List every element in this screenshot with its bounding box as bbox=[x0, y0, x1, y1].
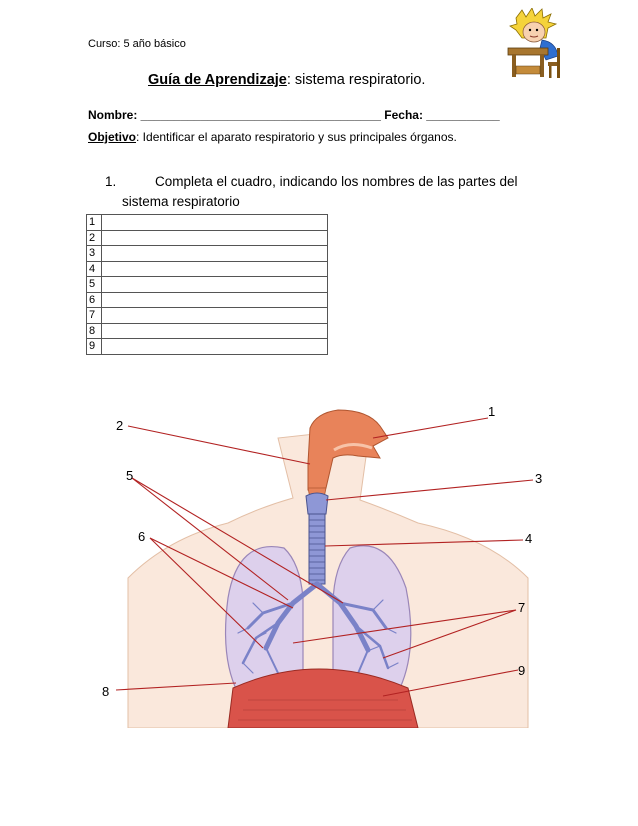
table-row bbox=[87, 215, 328, 231]
answer-cell[interactable] bbox=[102, 323, 328, 339]
table-row bbox=[87, 261, 328, 277]
diagram-label-4: 4 bbox=[525, 531, 533, 546]
objective-label: Objetivo bbox=[88, 130, 137, 144]
table-row bbox=[87, 230, 328, 246]
objective-line bbox=[88, 130, 457, 144]
table-row bbox=[87, 246, 328, 262]
row-number: 2 bbox=[87, 230, 102, 246]
answer-cell[interactable] bbox=[102, 308, 328, 324]
diagram-label-5: 5 bbox=[126, 468, 134, 483]
title-rest: : sistema respiratorio. bbox=[286, 72, 426, 88]
diagram-label-1: 1 bbox=[488, 404, 496, 419]
question-1 bbox=[105, 172, 535, 212]
row-number: 5 bbox=[87, 277, 102, 293]
title-bold: Guía de Aprendizaje bbox=[148, 72, 287, 88]
worksheet-title bbox=[148, 72, 425, 88]
row-number: 7 bbox=[87, 308, 102, 324]
answer-cell[interactable] bbox=[102, 277, 328, 293]
name-date-line: Nombre: ____________________________________ Fecha: ___________ bbox=[88, 108, 500, 122]
row-number: 9 bbox=[87, 339, 102, 355]
answer-cell[interactable] bbox=[102, 246, 328, 262]
student-at-desk-illustration bbox=[502, 8, 564, 82]
answer-cell[interactable] bbox=[102, 230, 328, 246]
larynx bbox=[306, 493, 328, 514]
diagram-label-7: 7 bbox=[518, 600, 526, 615]
question-text-line2: sistema respiratorio bbox=[122, 194, 240, 209]
answer-cell[interactable] bbox=[102, 339, 328, 355]
diagram-label-9: 9 bbox=[518, 663, 526, 678]
table-row bbox=[87, 308, 328, 324]
row-number: 6 bbox=[87, 292, 102, 308]
question-text-line1: Completa el cuadro, indicando los nombres de las partes del bbox=[155, 174, 518, 189]
answer-cell[interactable] bbox=[102, 215, 328, 231]
answer-cell[interactable] bbox=[102, 261, 328, 277]
row-number: 1 bbox=[87, 215, 102, 231]
row-number: 4 bbox=[87, 261, 102, 277]
table-row bbox=[87, 277, 328, 293]
question-number: 1. bbox=[105, 174, 117, 189]
table-row bbox=[87, 292, 328, 308]
trachea bbox=[309, 514, 325, 584]
diagram-label-6: 6 bbox=[138, 529, 146, 544]
diagram-label-8: 8 bbox=[102, 684, 110, 699]
answer-cell[interactable] bbox=[102, 292, 328, 308]
row-number: 8 bbox=[87, 323, 102, 339]
course-text: Curso: 5 año básico bbox=[88, 38, 186, 50]
table-row bbox=[87, 339, 328, 355]
table-row bbox=[87, 323, 328, 339]
diagram-label-3: 3 bbox=[535, 471, 543, 486]
row-number: 3 bbox=[87, 246, 102, 262]
respiratory-system-diagram bbox=[88, 388, 558, 728]
objective-text: : Identificar el aparato respiratorio y sus principales órganos. bbox=[136, 130, 457, 144]
answer-table bbox=[86, 214, 328, 355]
diagram-label-2: 2 bbox=[116, 418, 124, 433]
